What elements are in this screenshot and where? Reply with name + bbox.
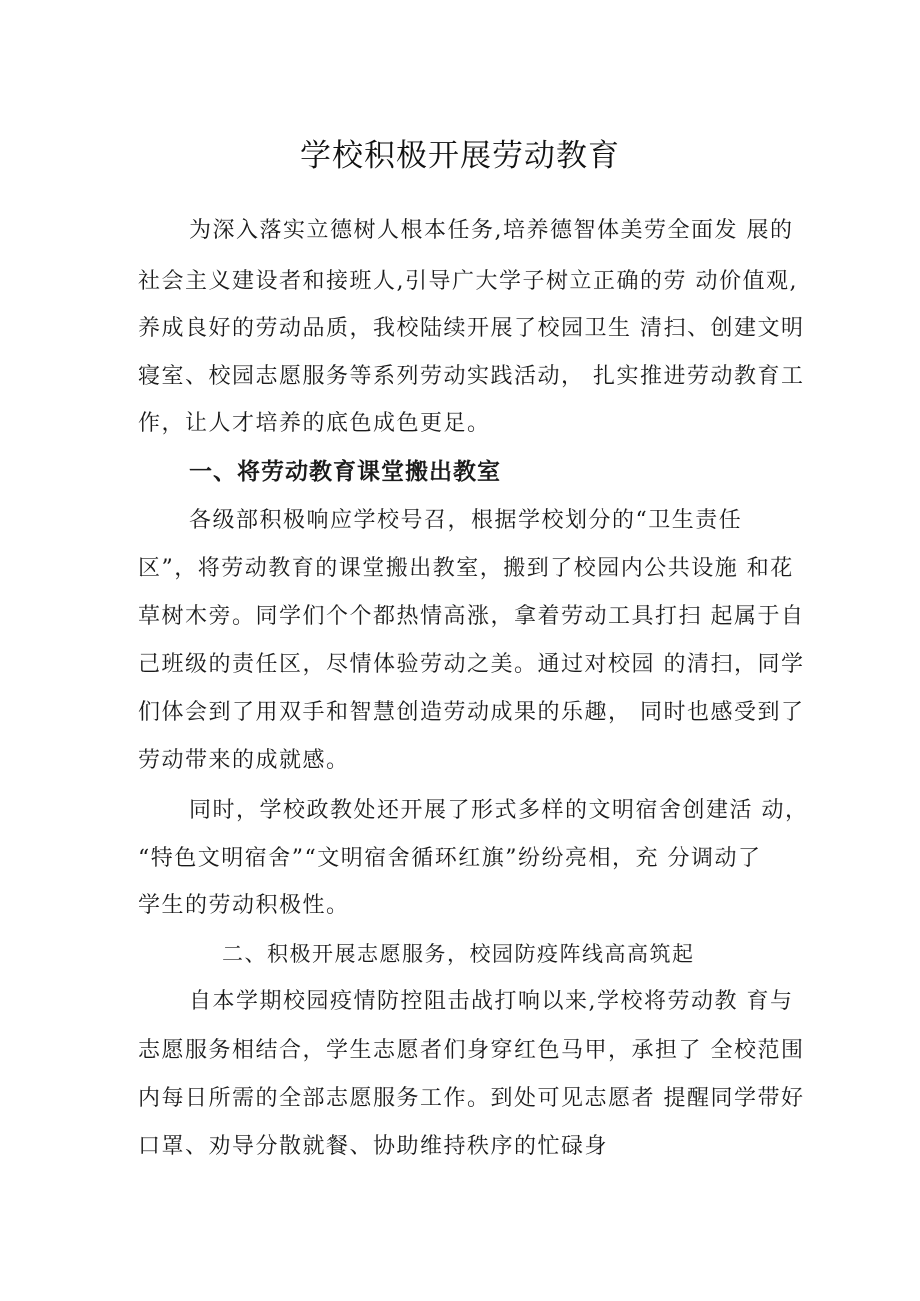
intro-line: 为深入落实立德树人根本任务,培养德智体美劳全面发 展的 xyxy=(189,218,794,243)
section-1-heading: 一、将劳动教育课堂搬出教室 xyxy=(189,459,501,485)
intro-line: 作，让人才培养的底色成色更足。 xyxy=(138,411,491,436)
body-line: 劳动带来的成就感。 xyxy=(138,748,350,773)
body-line: 各级部积极响应学校号召，根据学校划分的“卫生责任 xyxy=(189,508,743,533)
intro-line: 寝室、校园志愿服务等系列劳动实践活动， 扎实推进劳动教育工 xyxy=(138,364,805,389)
body-line: 同时，学校政教处还开展了形式多样的文明宿舍创建活 动， xyxy=(189,798,809,823)
body-line: 草树木旁。同学们个个都热情高涨，拿着劳动工具打扫 起属于自 xyxy=(138,604,805,629)
body-line: 自本学期校园疫情防控阻击战打响以来,学校将劳动教 育与 xyxy=(189,989,794,1014)
body-line: “特色文明宿舍”“文明宿舍循环红旗”纷纷亮相，充 分调动了 xyxy=(138,846,762,871)
document-title: 学校积极开展劳动教育 xyxy=(300,138,620,174)
body-line: 志愿服务相结合，学生志愿者们身穿红色马甲，承担了 全校范围 xyxy=(138,1038,805,1063)
body-line: 内每日所需的全部志愿服务工作。到处可见志愿者 提醒同学带好 xyxy=(138,1086,805,1111)
body-line: 学生的劳动积极性。 xyxy=(138,893,350,918)
body-line: 们体会到了用双手和智慧创造劳动成果的乐趣， 同时也感受到了 xyxy=(138,700,805,725)
section-2-heading: 二、积极开展志愿服务，校园防疫阵线高高筑起 xyxy=(222,942,695,966)
body-line: 己班级的责任区，尽情体验劳动之美。通过对校园 的清扫，同学 xyxy=(138,652,805,677)
body-line: 口罩、劝导分散就餐、协助维持秩序的忙碌身 xyxy=(138,1134,609,1159)
intro-line: 社会主义建设者和接班人,引导广大学子树立正确的劳 动价值观, xyxy=(138,269,798,294)
intro-line: 养成良好的劳动品质，我校陆续开展了校园卫生 清扫、创建文明 xyxy=(138,316,805,341)
body-line: 区”，将劳动教育的课堂搬出教室，搬到了校园内公共设施 和花 xyxy=(138,556,794,581)
